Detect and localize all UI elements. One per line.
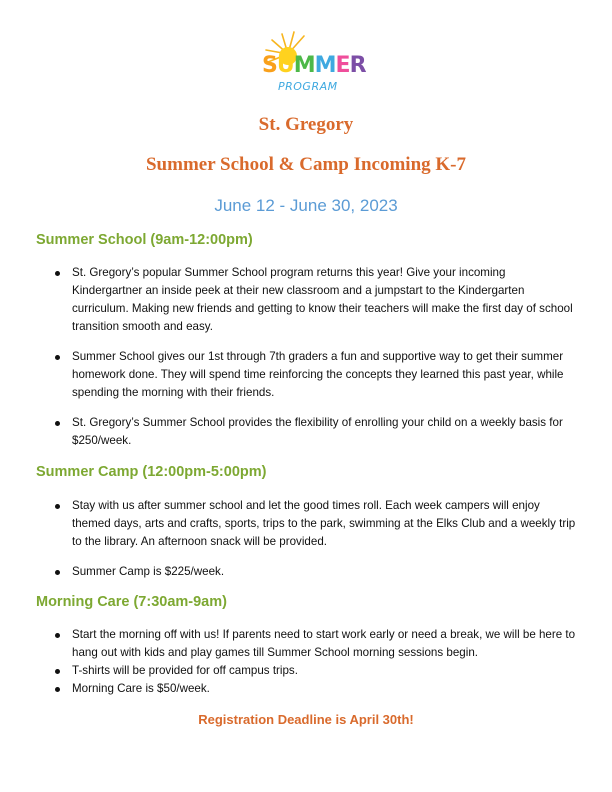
summer-program-logo	[252, 28, 367, 96]
summer-school-list	[0, 264, 612, 450]
program-dates: June 12 - June 30, 2023	[214, 196, 398, 215]
logo-word-program: PROGRAM	[278, 80, 338, 93]
program-title: Summer School & Camp Incoming K-7	[145, 154, 467, 175]
registration-deadline: Registration Deadline is April 30th!	[198, 712, 414, 727]
list-item: St. Gregory’s popular Summer School program returns this year! Give your incoming Kindergartner an inside peek at their new classroom and a jumpstart to the Kindergarten curriculum. Making new friends and getting to know their teachers will make the first day of school transition smooth and easy.	[0, 264, 612, 336]
morning-care-list	[0, 626, 612, 698]
school-name: St. Gregory	[258, 114, 354, 135]
list-item: Stay with us after summer school and let the good times roll. Each week campers will enjoy themed days, arts and crafts, sports, trips to the park, swimming at the Elks Club and a weekly trip to the library. An afternoon snack will be provided.	[0, 497, 612, 551]
list-item: T-shirts will be provided for off campus trips.	[0, 662, 612, 680]
list-item: Start the morning off with us! If parents need to start work early or need a break, we will be here to hang out with kids and play games till Summer School morning sessions begin.	[0, 626, 612, 662]
list-item: St. Gregory’s Summer School provides the flexibility of enrolling your child on a weekly basis for $250/week.	[0, 414, 612, 450]
section-heading-summer-school: Summer School (9am-12:00pm)	[36, 232, 253, 248]
section-heading-summer-camp: Summer Camp (12:00pm-5:00pm)	[36, 464, 267, 480]
section-heading-morning-care: Morning Care (7:30am-9am)	[36, 594, 227, 610]
list-item: Morning Care is $50/week.	[0, 680, 612, 698]
logo-word-summer: SUMMER	[262, 53, 367, 78]
list-item: Summer School gives our 1st through 7th graders a fun and supportive way to get their summer homework done. They will spend time reinforcing the concepts they learned this past year, while spending the morning with their friends.	[0, 348, 612, 402]
summer-camp-list	[0, 497, 612, 581]
list-item: Summer Camp is $225/week.	[0, 563, 612, 581]
